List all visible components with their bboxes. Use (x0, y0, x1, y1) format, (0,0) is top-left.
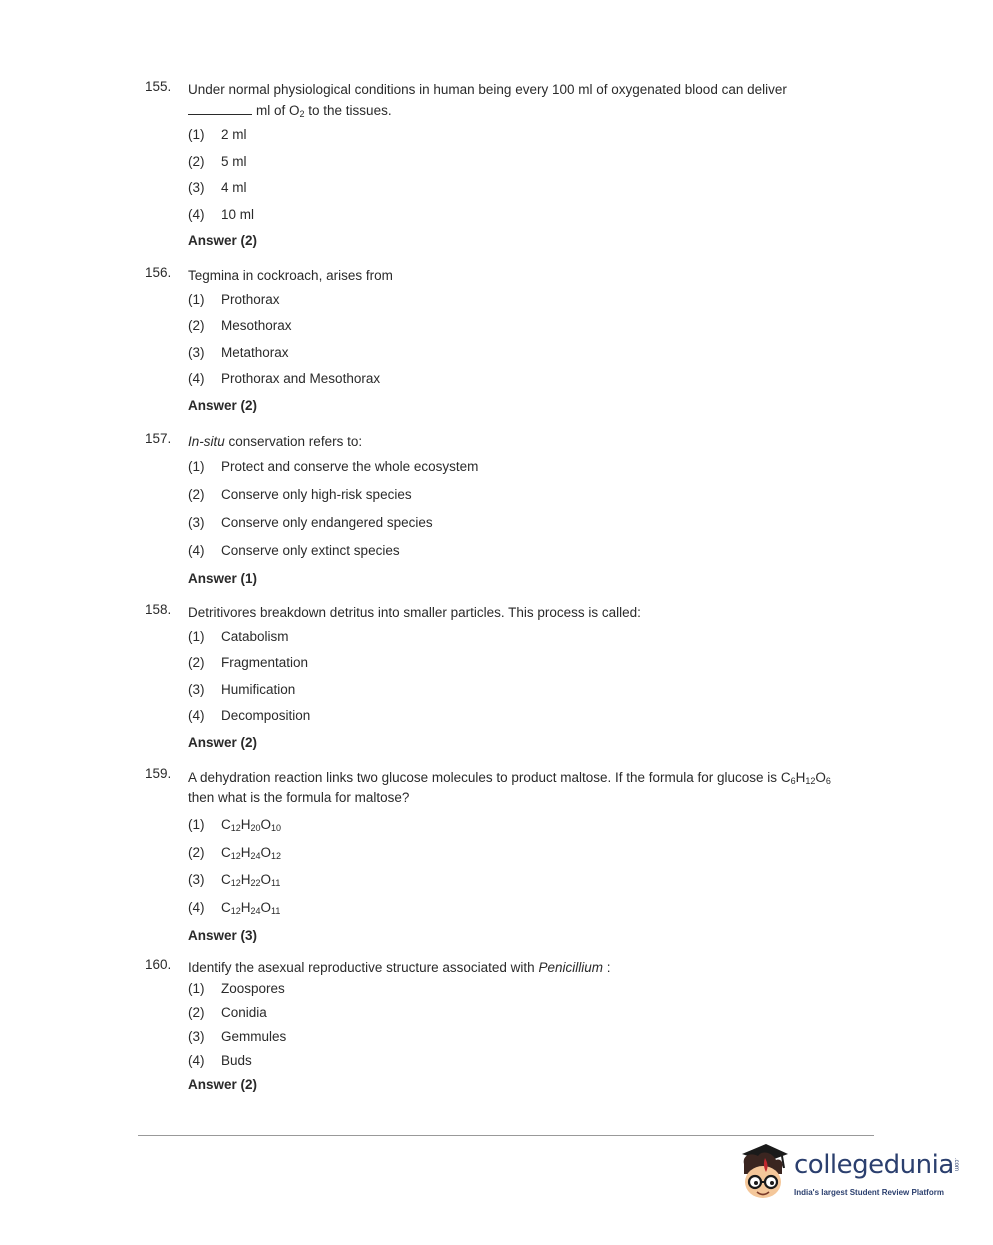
option-1: (1) Zoospores (188, 981, 285, 996)
mascot-icon (736, 1140, 794, 1208)
option-1: (1) Catabolism (188, 629, 289, 644)
option-2: (2) 5 ml (188, 154, 247, 169)
question-text: Detritivores breakdown detritus into smaller particles. This process is called: (188, 605, 641, 620)
option-4: (4) Buds (188, 1053, 252, 1068)
option-4: (4) Decomposition (188, 708, 311, 723)
option-1: (1) 2 ml (188, 127, 247, 142)
question-number: 155. (145, 79, 172, 94)
option-3: (3) Gemmules (188, 1029, 287, 1044)
brand-suffix: .com (953, 1158, 959, 1172)
option-1: (1) Prothorax (188, 292, 280, 307)
option-2: (2) Fragmentation (188, 655, 309, 670)
option-4: (4) Prothorax and Mesothorax (188, 371, 381, 386)
brand-tagline: India's largest Student Review Platform (794, 1188, 944, 1197)
footer-divider (138, 1135, 874, 1136)
brand-name: collegedunia (794, 1150, 954, 1180)
option-1: (1) $C_{12}H_{20}O_{10}$ (188, 817, 282, 833)
question-number: 156. (145, 265, 172, 280)
question-text: Under normal physiological conditions in human being every 100 ml of oxygenated blood can deliver ml of $O_2$ to the tissues. (188, 82, 787, 119)
question-text: Identify the asexual reproductive structure associated with Penicillium : (188, 960, 611, 975)
question-number: 159. (145, 766, 172, 781)
question-text: In-situ conservation refers to: (188, 434, 363, 449)
answer-label: Answer (2) (188, 735, 258, 750)
answer-label: Answer (1) (188, 571, 258, 586)
answer-label: Answer (3) (188, 928, 258, 943)
question-number: 158. (145, 602, 172, 617)
question-number: 160. (145, 957, 172, 972)
option-2: (2) Conserve only high-risk species (188, 487, 412, 502)
answer-label: Answer (2) (188, 233, 258, 248)
question-text: A dehydration reaction links two glucose molecules to product maltose. If the formula for glucose is $C_6H_{12}O_6$ then what is the formula for maltose? (188, 770, 831, 805)
option-3: (3) Metathorax (188, 345, 289, 360)
option-4: (4) 10 ml (188, 207, 255, 222)
collegedunia-logo[interactable] (736, 1140, 962, 1210)
option-1: (1) Protect and conserve the whole ecosystem (188, 459, 479, 474)
option-3: (3) $C_{12}H_{22}O_{11}$ (188, 872, 281, 888)
answer-blank (188, 102, 252, 115)
question-number: 157. (145, 431, 172, 446)
answer-label: Answer (2) (188, 398, 258, 413)
option-3: (3) Humification (188, 682, 296, 697)
option-3: (3) Conserve only endangered species (188, 515, 433, 530)
question-text: Tegmina in cockroach, arises from (188, 268, 393, 283)
option-4: (4) $C_{12}H_{24}O_{11}$ (188, 900, 281, 916)
glucose-formula: $C_6H_{12}O_6$ (780, 770, 831, 786)
option-2: (2) Conidia (188, 1005, 267, 1020)
option-2: (2) $C_{12}H_{24}O_{12}$ (188, 845, 282, 861)
answer-label: Answer (2) (188, 1077, 258, 1092)
option-4: (4) Conserve only extinct species (188, 543, 400, 558)
option-2: (2) Mesothorax (188, 318, 292, 333)
option-3: (3) 4 ml (188, 180, 247, 195)
